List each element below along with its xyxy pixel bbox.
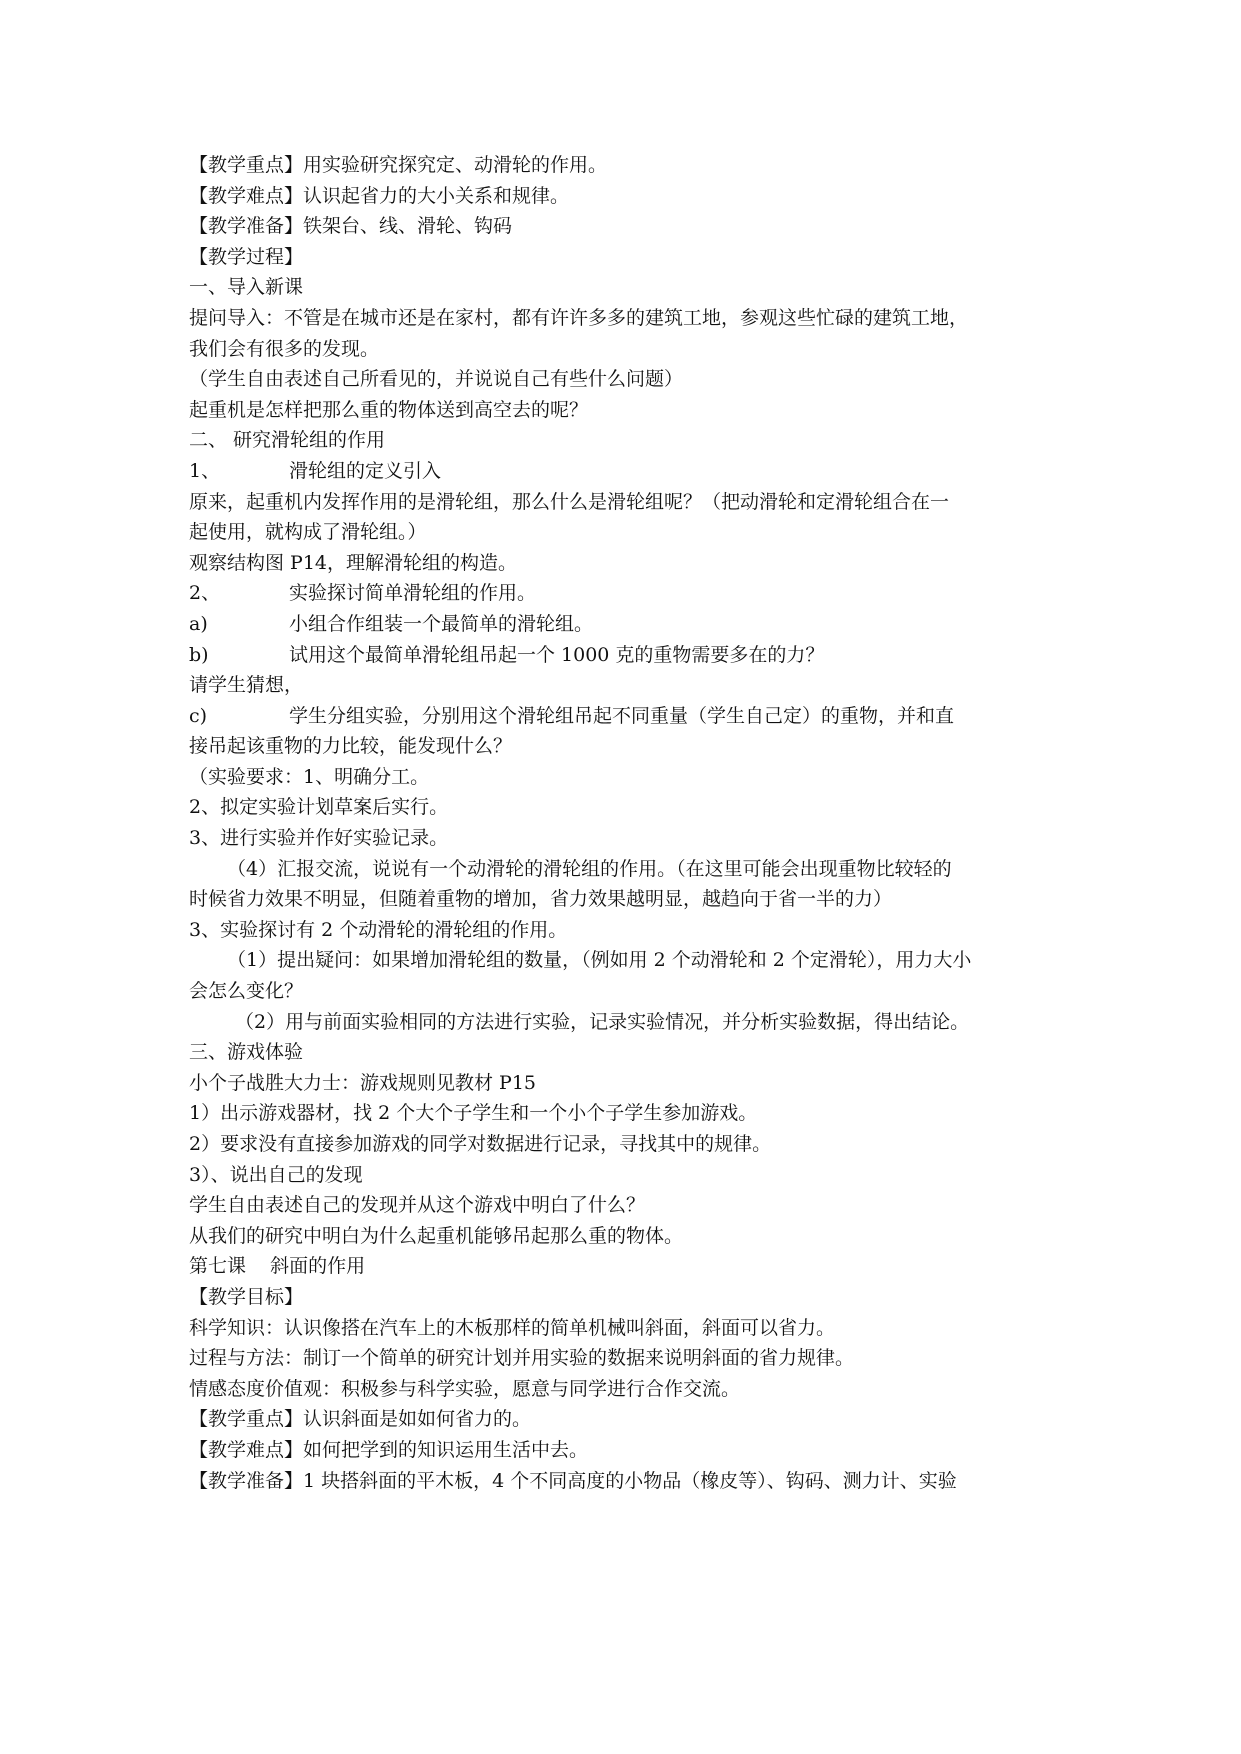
list-marker: b) bbox=[189, 643, 209, 666]
section-heading: 【教学目标】 bbox=[189, 1285, 304, 1308]
document-body bbox=[189, 150, 1069, 1496]
text-line: （2）用与前面实验相同的方法进行实验，记录实验情况，并分析实验数据，得出结论。 bbox=[235, 1010, 970, 1033]
text-line: （实验要求：1、明确分工。 bbox=[189, 765, 430, 788]
text-line: 【教学重点】认识斜面是如如何省力的。 bbox=[189, 1408, 532, 1431]
text-line: 提问导入：不管是在城市还是在家村，都有许许多多的建筑工地，参观这些忙碌的建筑工地， bbox=[189, 306, 969, 329]
section-heading: 一、导入新课 bbox=[189, 276, 304, 299]
text-line: 【教学准备】铁架台、线、滑轮、钩码 bbox=[189, 215, 513, 238]
list-item bbox=[189, 456, 1069, 487]
text-line: 观察结构图 P14，理解滑轮组的构造。 bbox=[189, 551, 518, 574]
text-line: 【教学重点】用实验研究探究定、动滑轮的作用。 bbox=[189, 154, 608, 176]
text-line: 我们会有很多的发现。 bbox=[189, 337, 380, 360]
text-line: 情感态度价值观：积极参与科学实验，愿意与同学进行合作交流。 bbox=[189, 1377, 741, 1400]
text-line: （1）提出疑问：如果增加滑轮组的数量，（例如用 2 个动滑轮和 2 个定滑轮），用力大小 bbox=[227, 949, 972, 972]
text-line: 【教学准备】1 块搭斜面的平木板，4 个不同高度的小物品（橡皮等）、钩码、测力计、实验 bbox=[189, 1469, 957, 1492]
list-marker: 2、 bbox=[189, 582, 221, 605]
text-line: 3、实验探讨有 2 个动滑轮的滑轮组的作用。 bbox=[189, 918, 568, 941]
list-item bbox=[189, 609, 1069, 640]
text-line: 科学知识：认识像搭在汽车上的木板那样的简单机械叫斜面，斜面可以省力。 bbox=[189, 1316, 836, 1339]
list-item bbox=[189, 701, 1069, 732]
text-line: 【教学难点】如何把学到的知识运用生活中去。 bbox=[189, 1438, 589, 1461]
section-heading: 三、游戏体验 bbox=[189, 1041, 304, 1064]
text-line: 2）要求没有直接参加游戏的同学对数据进行记录，寻找其中的规律。 bbox=[189, 1133, 772, 1155]
text-line: 原来，起重机内发挥作用的是滑轮组，那么什么是滑轮组呢？（把动滑轮和定滑轮组合在一 bbox=[189, 490, 950, 513]
text-line: 过程与方法：制订一个简单的研究计划并用实验的数据来说明斜面的省力规律。 bbox=[189, 1347, 855, 1370]
text-line: 时候省力效果不明显，但随着重物的增加，省力效果越明显，越趋向于省一半的力） bbox=[189, 888, 893, 911]
list-marker: a) bbox=[189, 612, 208, 635]
section-heading: 二、 研究滑轮组的作用 bbox=[189, 429, 386, 452]
list-item bbox=[189, 578, 1069, 609]
text-line: 2、拟定实验计划草案后实行。 bbox=[189, 796, 449, 819]
text-line: 3、进行实验并作好实验记录。 bbox=[189, 827, 449, 850]
text-line: 请学生猜想， bbox=[189, 674, 304, 697]
text-line: 1）出示游戏器材，找 2 个大个子学生和一个小个子学生参加游戏。 bbox=[189, 1102, 758, 1125]
text-line: （学生自由表述自己所看见的，并说说自己有些什么问题） bbox=[189, 368, 684, 391]
text-line: 会怎么变化？ bbox=[189, 980, 304, 1003]
text-line: 从我们的研究中明白为什么起重机能够吊起那么重的物体。 bbox=[189, 1224, 684, 1247]
text-line: 接吊起该重物的力比较，能发现什么？ bbox=[189, 735, 513, 758]
list-marker: 1、 bbox=[189, 459, 221, 482]
section-heading: 【教学过程】 bbox=[189, 245, 304, 268]
list-marker: c) bbox=[189, 704, 208, 727]
text-line: 起重机是怎样把那么重的物体送到高空去的呢？ bbox=[189, 398, 589, 421]
text-line: 学生自由表述自己的发现并从这个游戏中明白了什么？ bbox=[189, 1194, 646, 1217]
list-item bbox=[189, 640, 1069, 671]
text-line: （4）汇报交流，说说有一个动滑轮的滑轮组的作用。（在这里可能会出现重物比较轻的 bbox=[227, 857, 952, 880]
list-item-text: 小组合作组装一个最简单的滑轮组。 bbox=[289, 612, 594, 635]
lesson-title: 第七课 斜面的作用 bbox=[189, 1255, 366, 1278]
list-item-text: 试用这个最简单滑轮组吊起一个 1000 克的重物需要多在的力？ bbox=[289, 643, 825, 666]
text-line: 3）、说出自己的发现 bbox=[189, 1163, 363, 1186]
text-line: 【教学难点】认识起省力的大小关系和规律。 bbox=[189, 184, 570, 207]
text-line: 起使用，就构成了滑轮组。） bbox=[189, 521, 427, 544]
list-item-text: 滑轮组的定义引入 bbox=[289, 459, 442, 482]
text-line: 小个子战胜大力士：游戏规则见教材 P15 bbox=[189, 1071, 537, 1094]
list-item-text: 学生分组实验，分别用这个滑轮组吊起不同重量（学生自己定）的重物，并和直 bbox=[289, 704, 955, 727]
list-item-text: 实验探讨简单滑轮组的作用。 bbox=[289, 582, 537, 605]
